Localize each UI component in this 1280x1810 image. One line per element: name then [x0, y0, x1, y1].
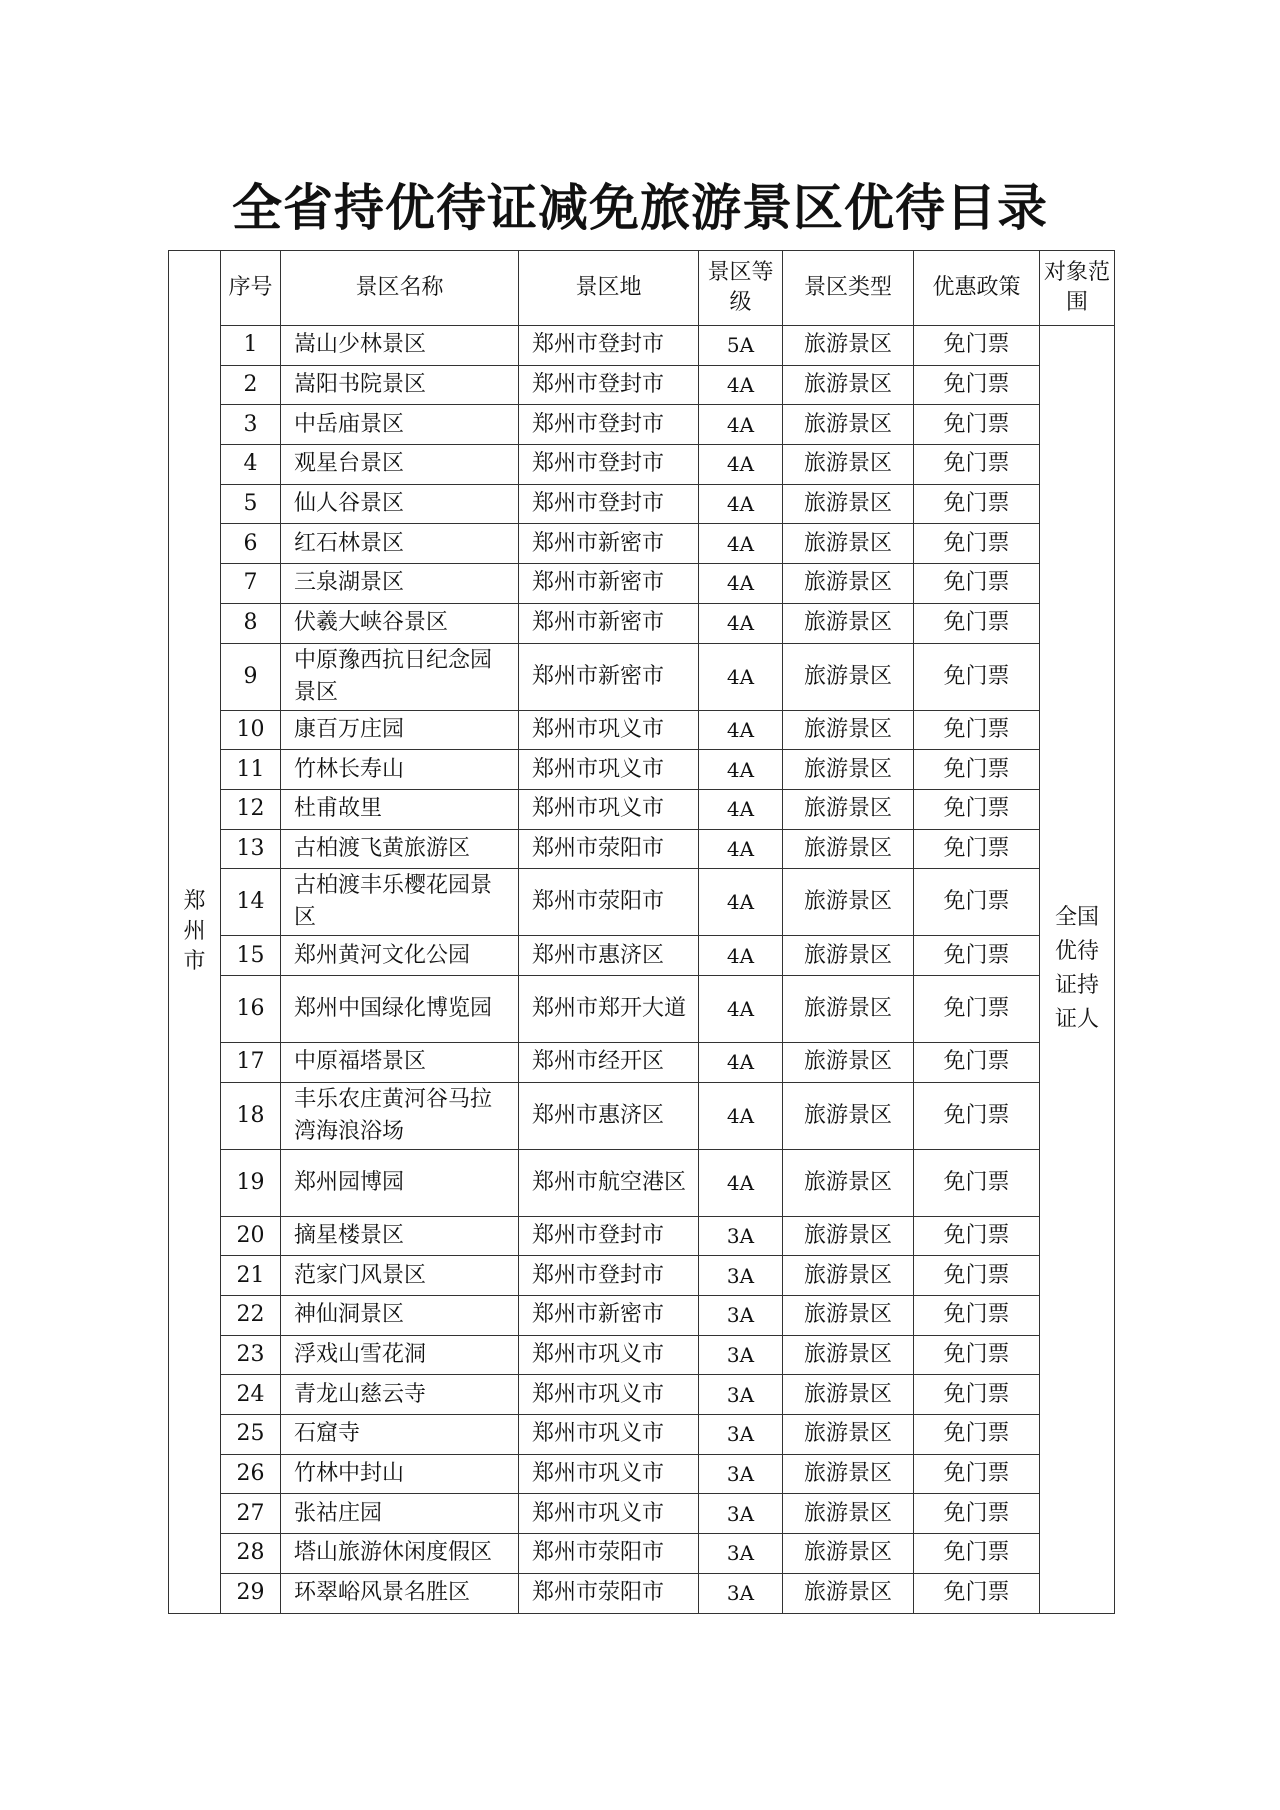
row-policy: 免门票: [914, 445, 1040, 485]
table-row: [169, 643, 1115, 710]
row-grade: 4A: [699, 484, 783, 524]
row-index: 7: [221, 564, 281, 604]
header-type: 景区类型: [783, 251, 914, 326]
row-type: 旅游景区: [783, 1454, 914, 1494]
row-location: 郑州市登封市: [519, 484, 699, 524]
row-name: 郑州园博园: [281, 1149, 519, 1216]
row-location: 郑州市荥阳市: [519, 1534, 699, 1574]
row-grade: 5A: [699, 326, 783, 366]
row-policy: 免门票: [914, 1335, 1040, 1375]
row-policy: 免门票: [914, 643, 1040, 710]
row-grade: 4A: [699, 710, 783, 750]
row-policy: 免门票: [914, 365, 1040, 405]
row-name: 嵩阳书院景区: [281, 365, 519, 405]
row-name: 中原豫西抗日纪念园景区: [281, 643, 519, 710]
city-label: 郑州市: [183, 888, 206, 974]
row-name: 郑州中国绿化博览园: [281, 975, 519, 1042]
table-row: [169, 750, 1115, 790]
row-name: 竹林长寿山: [281, 750, 519, 790]
table-row: [169, 326, 1115, 366]
row-index: 24: [221, 1375, 281, 1415]
row-type: 旅游景区: [783, 710, 914, 750]
row-policy: 免门票: [914, 710, 1040, 750]
table-row: [169, 789, 1115, 829]
row-index: 2: [221, 365, 281, 405]
row-type: 旅游景区: [783, 603, 914, 643]
row-index: 8: [221, 603, 281, 643]
row-name: 古柏渡丰乐樱花园景区: [281, 869, 519, 936]
row-grade: 4A: [699, 936, 783, 976]
row-grade: 4A: [699, 1082, 783, 1149]
row-grade: 4A: [699, 643, 783, 710]
row-name: 中原福塔景区: [281, 1042, 519, 1082]
row-name: 环翠峪风景名胜区: [281, 1573, 519, 1613]
row-policy: 免门票: [914, 1296, 1040, 1336]
row-location: 郑州市巩义市: [519, 789, 699, 829]
row-grade: 4A: [699, 750, 783, 790]
row-name: 塔山旅游休闲度假区: [281, 1534, 519, 1574]
row-policy: 免门票: [914, 1216, 1040, 1256]
row-location: 郑州市新密市: [519, 643, 699, 710]
row-index: 19: [221, 1149, 281, 1216]
row-name: 观星台景区: [281, 445, 519, 485]
row-type: 旅游景区: [783, 975, 914, 1042]
row-type: 旅游景区: [783, 405, 914, 445]
row-location: 郑州市新密市: [519, 603, 699, 643]
row-location: 郑州市新密市: [519, 1296, 699, 1336]
row-type: 旅游景区: [783, 1216, 914, 1256]
row-index: 22: [221, 1296, 281, 1336]
table-row: [169, 603, 1115, 643]
row-index: 25: [221, 1415, 281, 1455]
row-grade: 3A: [699, 1216, 783, 1256]
row-grade: 4A: [699, 564, 783, 604]
row-location: 郑州市荥阳市: [519, 829, 699, 869]
table-row: [169, 936, 1115, 976]
row-policy: 免门票: [914, 750, 1040, 790]
row-grade: 3A: [699, 1454, 783, 1494]
table-row: [169, 975, 1115, 1042]
header-index: 序号: [221, 251, 281, 326]
row-index: 4: [221, 445, 281, 485]
row-grade: 4A: [699, 829, 783, 869]
row-policy: 免门票: [914, 1256, 1040, 1296]
row-name: 中岳庙景区: [281, 405, 519, 445]
row-location: 郑州市登封市: [519, 1256, 699, 1296]
row-location: 郑州市巩义市: [519, 1454, 699, 1494]
row-grade: 3A: [699, 1494, 783, 1534]
row-name: 张祜庄园: [281, 1494, 519, 1534]
row-grade: 3A: [699, 1573, 783, 1613]
row-type: 旅游景区: [783, 1335, 914, 1375]
row-type: 旅游景区: [783, 1534, 914, 1574]
row-index: 21: [221, 1256, 281, 1296]
table-row: [169, 1534, 1115, 1574]
row-index: 11: [221, 750, 281, 790]
row-location: 郑州市登封市: [519, 1216, 699, 1256]
row-name: 嵩山少林景区: [281, 326, 519, 366]
row-index: 13: [221, 829, 281, 869]
row-index: 18: [221, 1082, 281, 1149]
table-row: [169, 1256, 1115, 1296]
row-index: 6: [221, 524, 281, 564]
row-name: 三泉湖景区: [281, 564, 519, 604]
row-policy: 免门票: [914, 1042, 1040, 1082]
table-row: [169, 524, 1115, 564]
table-row: [169, 484, 1115, 524]
row-index: 16: [221, 975, 281, 1042]
table-row: [169, 1573, 1115, 1613]
row-type: 旅游景区: [783, 869, 914, 936]
header-grade: 景区等级: [699, 251, 783, 326]
row-index: 1: [221, 326, 281, 366]
row-index: 29: [221, 1573, 281, 1613]
row-grade: 4A: [699, 869, 783, 936]
table-row: [169, 1375, 1115, 1415]
row-type: 旅游景区: [783, 1573, 914, 1613]
row-location: 郑州市惠济区: [519, 936, 699, 976]
row-grade: 4A: [699, 789, 783, 829]
table-row: [169, 1335, 1115, 1375]
table-row: [169, 1454, 1115, 1494]
row-name: 康百万庄园: [281, 710, 519, 750]
row-location: 郑州市郑开大道: [519, 975, 699, 1042]
row-name: 郑州黄河文化公园: [281, 936, 519, 976]
scenic-area-table: [168, 250, 1115, 1614]
row-name: 丰乐农庄黄河谷马拉湾海浪浴场: [281, 1082, 519, 1149]
row-location: 郑州市新密市: [519, 524, 699, 564]
row-name: 竹林中封山: [281, 1454, 519, 1494]
row-policy: 免门票: [914, 1149, 1040, 1216]
row-policy: 免门票: [914, 869, 1040, 936]
table-row: [169, 1042, 1115, 1082]
row-type: 旅游景区: [783, 1494, 914, 1534]
row-index: 10: [221, 710, 281, 750]
row-policy: 免门票: [914, 1082, 1040, 1149]
header-location: 景区地: [519, 251, 699, 326]
header-name: 景区名称: [281, 251, 519, 326]
row-index: 5: [221, 484, 281, 524]
table-body: [169, 251, 1115, 1614]
table-row: [169, 1415, 1115, 1455]
row-policy: 免门票: [914, 1494, 1040, 1534]
row-policy: 免门票: [914, 829, 1040, 869]
scope-value: 全国优待证持证人: [1054, 905, 1099, 1033]
row-grade: 3A: [699, 1256, 783, 1296]
row-grade: 4A: [699, 524, 783, 564]
row-type: 旅游景区: [783, 524, 914, 564]
row-type: 旅游景区: [783, 643, 914, 710]
table-row: [169, 869, 1115, 936]
row-location: 郑州市巩义市: [519, 1375, 699, 1415]
row-type: 旅游景区: [783, 1375, 914, 1415]
row-location: 郑州市巩义市: [519, 1415, 699, 1455]
table-row: [169, 405, 1115, 445]
row-location: 郑州市巩义市: [519, 1335, 699, 1375]
row-type: 旅游景区: [783, 326, 914, 366]
row-location: 郑州市登封市: [519, 445, 699, 485]
row-grade: 4A: [699, 975, 783, 1042]
row-index: 9: [221, 643, 281, 710]
table-row: [169, 1216, 1115, 1256]
row-index: 17: [221, 1042, 281, 1082]
row-type: 旅游景区: [783, 484, 914, 524]
row-policy: 免门票: [914, 1454, 1040, 1494]
row-grade: 3A: [699, 1296, 783, 1336]
row-name: 范家门风景区: [281, 1256, 519, 1296]
row-policy: 免门票: [914, 1375, 1040, 1415]
row-index: 28: [221, 1534, 281, 1574]
table-row: [169, 829, 1115, 869]
row-policy: 免门票: [914, 1573, 1040, 1613]
row-grade: 4A: [699, 1149, 783, 1216]
row-type: 旅游景区: [783, 1042, 914, 1082]
row-type: 旅游景区: [783, 1415, 914, 1455]
row-location: 郑州市巩义市: [519, 710, 699, 750]
row-index: 3: [221, 405, 281, 445]
scope-cell: [1040, 326, 1115, 1614]
row-location: 郑州市荥阳市: [519, 869, 699, 936]
row-type: 旅游景区: [783, 789, 914, 829]
row-grade: 3A: [699, 1375, 783, 1415]
row-location: 郑州市巩义市: [519, 750, 699, 790]
row-policy: 免门票: [914, 564, 1040, 604]
row-location: 郑州市巩义市: [519, 1494, 699, 1534]
row-name: 摘星楼景区: [281, 1216, 519, 1256]
row-grade: 3A: [699, 1415, 783, 1455]
row-index: 20: [221, 1216, 281, 1256]
row-index: 26: [221, 1454, 281, 1494]
row-policy: 免门票: [914, 1415, 1040, 1455]
table-row: [169, 710, 1115, 750]
row-grade: 4A: [699, 603, 783, 643]
row-policy: 免门票: [914, 405, 1040, 445]
row-name: 石窟寺: [281, 1415, 519, 1455]
row-type: 旅游景区: [783, 936, 914, 976]
row-index: 14: [221, 869, 281, 936]
row-location: 郑州市新密市: [519, 564, 699, 604]
header-scope: 对象范围: [1040, 251, 1115, 326]
row-index: 12: [221, 789, 281, 829]
row-index: 27: [221, 1494, 281, 1534]
row-name: 伏羲大峡谷景区: [281, 603, 519, 643]
row-location: 郑州市登封市: [519, 326, 699, 366]
row-policy: 免门票: [914, 524, 1040, 564]
row-policy: 免门票: [914, 1534, 1040, 1574]
row-policy: 免门票: [914, 789, 1040, 829]
row-location: 郑州市登封市: [519, 365, 699, 405]
row-location: 郑州市经开区: [519, 1042, 699, 1082]
row-name: 青龙山慈云寺: [281, 1375, 519, 1415]
row-policy: 免门票: [914, 484, 1040, 524]
row-name: 古柏渡飞黄旅游区: [281, 829, 519, 869]
row-type: 旅游景区: [783, 1296, 914, 1336]
row-grade: 3A: [699, 1335, 783, 1375]
row-grade: 4A: [699, 1042, 783, 1082]
row-type: 旅游景区: [783, 750, 914, 790]
row-location: 郑州市惠济区: [519, 1082, 699, 1149]
row-grade: 4A: [699, 365, 783, 405]
row-location: 郑州市航空港区: [519, 1149, 699, 1216]
page-title: 全省持优待证减免旅游景区优待目录: [232, 179, 1048, 237]
header-policy: 优惠政策: [914, 251, 1040, 326]
row-type: 旅游景区: [783, 564, 914, 604]
row-name: 杜甫故里: [281, 789, 519, 829]
table-row: [169, 445, 1115, 485]
row-name: 神仙洞景区: [281, 1296, 519, 1336]
table-row: [169, 365, 1115, 405]
row-type: 旅游景区: [783, 1082, 914, 1149]
row-type: 旅游景区: [783, 365, 914, 405]
row-index: 23: [221, 1335, 281, 1375]
table-row: [169, 1149, 1115, 1216]
row-policy: 免门票: [914, 975, 1040, 1042]
row-name: 浮戏山雪花洞: [281, 1335, 519, 1375]
city-cell: [169, 251, 221, 1614]
row-location: 郑州市登封市: [519, 405, 699, 445]
row-grade: 4A: [699, 445, 783, 485]
row-policy: 免门票: [914, 936, 1040, 976]
row-type: 旅游景区: [783, 1256, 914, 1296]
row-grade: 3A: [699, 1534, 783, 1574]
row-policy: 免门票: [914, 603, 1040, 643]
row-type: 旅游景区: [783, 829, 914, 869]
table-row: [169, 1494, 1115, 1534]
row-name: 仙人谷景区: [281, 484, 519, 524]
table-row: [169, 1296, 1115, 1336]
row-index: 15: [221, 936, 281, 976]
row-type: 旅游景区: [783, 445, 914, 485]
row-grade: 4A: [699, 405, 783, 445]
table-row: [169, 564, 1115, 604]
row-name: 红石林景区: [281, 524, 519, 564]
row-policy: 免门票: [914, 326, 1040, 366]
header-row: [169, 251, 1115, 326]
row-type: 旅游景区: [783, 1149, 914, 1216]
row-location: 郑州市荥阳市: [519, 1573, 699, 1613]
table-row: [169, 1082, 1115, 1149]
